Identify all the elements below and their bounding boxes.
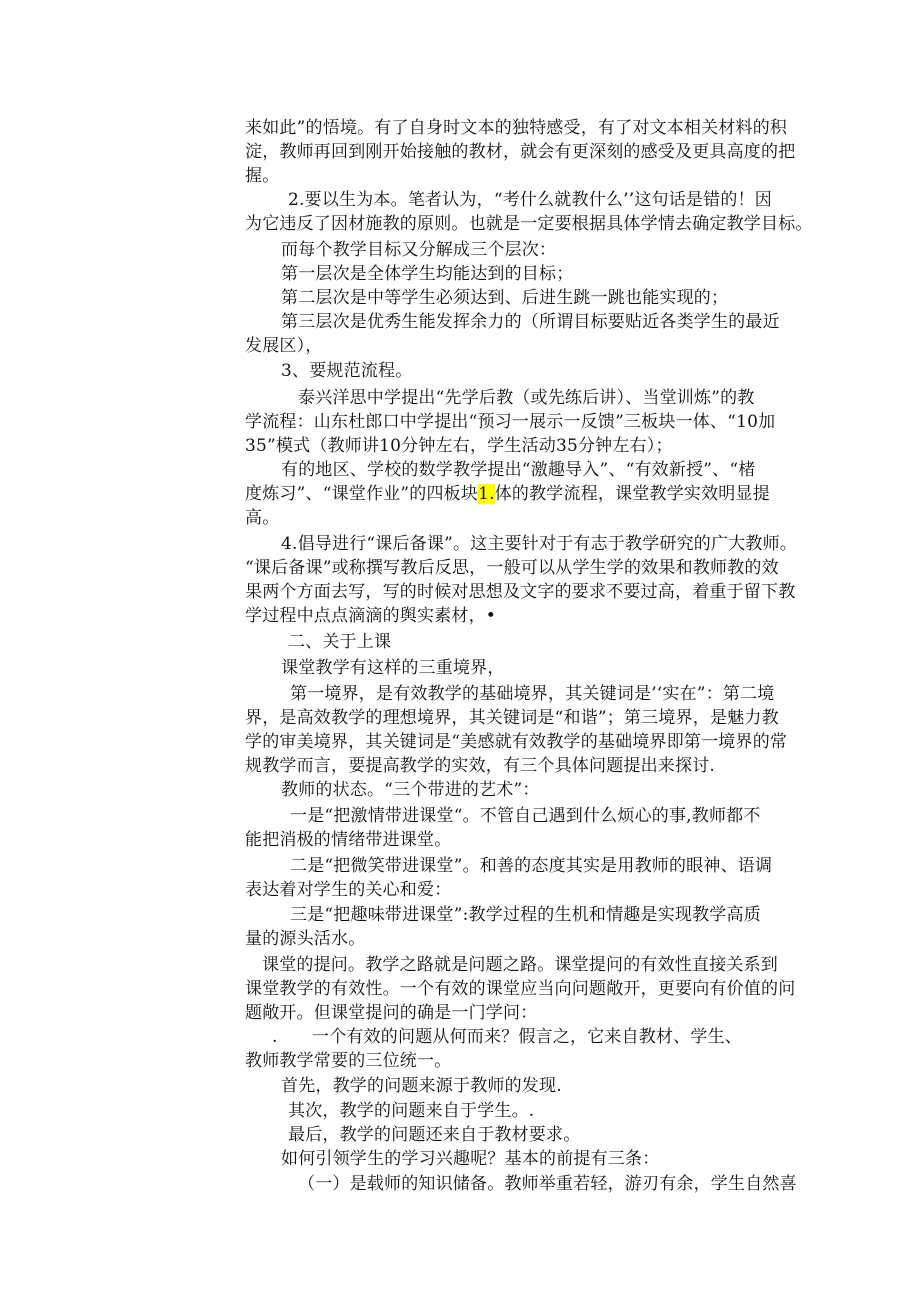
text-line: 4.倡导进行“课后备课”。这主要针对于有志于教学研究的广大教师。 bbox=[281, 534, 798, 554]
text-line: 而每个教学目标又分解成三个层次： bbox=[281, 240, 557, 260]
text-line: 教师的状态。“三个带进的艺术”： bbox=[281, 780, 540, 800]
text-segment: 度炼习”、“课堂作业”的四板块 bbox=[245, 484, 479, 504]
text-line: 课堂教学有这样的三重境界， bbox=[281, 658, 505, 678]
text-line: 首先，教学的问题来源于教师的发现. bbox=[281, 1076, 562, 1096]
text-line: （一）是载师的知识储备。教师举重若轻，游刃有余，学生自然喜 bbox=[298, 1174, 797, 1194]
text-line: 2.要以生为本。笔者认为，“考什么就教什么’’这句话是错的！因 bbox=[288, 190, 772, 210]
text-line: 题敞开。但课堂提问的确是一门学问： bbox=[245, 1003, 538, 1023]
text-line: 果两个方面去写，写的时候对思想及文字的要求不要过高，着重于留下教 bbox=[245, 582, 796, 602]
text-line: 有的地区、学校的数学教学提出“激趣导入”、“有效新授”、“楮 bbox=[281, 460, 756, 480]
text-line: 规教学而言，要提高教学的实效，有三个具体问题提出来探讨. bbox=[245, 756, 716, 776]
text-line: 第一境界，是有效教学的基础境界，其关键词是’‘实在”：第二境 bbox=[290, 684, 775, 704]
text-line: 第三层次是优秀生能发挥余力的（所谓目标要贴近各类学生的最近 bbox=[281, 312, 780, 332]
text-line: 第一层次是全体学生均能达到的目标； bbox=[281, 264, 574, 284]
text-line: 握。 bbox=[245, 166, 280, 186]
text-line: 量的源头活水。 bbox=[245, 929, 366, 949]
text-line: 最后，教学的问题还来自于教材要求。 bbox=[288, 1125, 581, 1145]
text-line: 35”模式（教师讲10分钟左右，学生活动35分钟左右）； bbox=[245, 436, 673, 456]
text-line: 三是“把趣味带进课堂”:教学过程的生机和情趣是实现教学高质 bbox=[290, 905, 761, 925]
text-line: 能把消极的情绪带进课堂。 bbox=[245, 830, 452, 850]
text-line: 表达着对学生的关心和爱： bbox=[245, 880, 452, 900]
highlight-marker: 1. bbox=[478, 484, 495, 504]
text-line: 学的审美境界，其关键词是“美感就有效教学的基础境界即第一境界的常 bbox=[245, 732, 788, 752]
text-line: 来如此”的悟境。有了自身时文本的独特感受，有了对文本相关材料的积 bbox=[245, 118, 788, 138]
text-line: 其次，教学的问题来自于学生。. bbox=[288, 1101, 535, 1121]
text-line: 课堂教学的有效性。一个有效的课堂应当向问题敞开，更要向有价值的问 bbox=[245, 979, 796, 999]
text-line: 学流程：山东杜郎口中学提出“预习一展示一反馈”三板块一体、“10加 bbox=[245, 412, 776, 432]
text-segment: 体的教学流程，课堂教学实效明显提 bbox=[494, 484, 770, 504]
text-line: 教师教学常要的三位统一。 bbox=[245, 1051, 452, 1071]
text-line: 如何引领学生的学习兴趣呢？基本的前提有三条： bbox=[281, 1149, 660, 1169]
section-heading: 二、关于上课 bbox=[288, 632, 392, 652]
text-line: 学过程中点点滴滴的舆实素材，• bbox=[245, 606, 497, 626]
section-heading: 3、要规范流程。 bbox=[281, 361, 413, 381]
text-line: 高。 bbox=[245, 508, 280, 528]
text-line: 淀，教师再回到刚开始接触的教材，就会有更深刻的感受及更具高度的把 bbox=[245, 142, 796, 162]
text-line: 发展区）， bbox=[245, 336, 323, 356]
text-line: 第二层次是中等学生必须达到、后进生跳一跳也能实现的； bbox=[281, 288, 729, 308]
list-bullet: . bbox=[272, 1027, 278, 1047]
text-line: 一个有效的问题从何而来？假言之，它来自教材、学生、 bbox=[312, 1027, 742, 1047]
text-line: 界，是高效教学的理想境界，其关键词是“和谐”；第三境界，是魅力教 bbox=[245, 708, 779, 728]
text-line: 泰兴洋思中学提出“先学后教（或先练后讲）、当堂训炼”的教 bbox=[298, 388, 755, 408]
text-line: 二是“把微笑带进课堂”。和善的态度其实是用教师的眼神、语调 bbox=[290, 856, 773, 876]
text-line-highlighted bbox=[245, 482, 770, 506]
text-line: 为它违反了因材施教的原则。也就是一定要根据具体学情去确定教学目标。 bbox=[245, 214, 813, 234]
text-line: “课后备课”或称撰写教后反思，一般可以从学生学的效果和教师教的效 bbox=[245, 558, 779, 578]
text-line: 课堂的提问。教学之路就是问题之路。课堂提问的有效性直接关系到 bbox=[262, 955, 778, 975]
text-line: 一是“把激情带进课堂“。不管自己遇到什么烦心的事,教师都不 bbox=[290, 806, 761, 826]
